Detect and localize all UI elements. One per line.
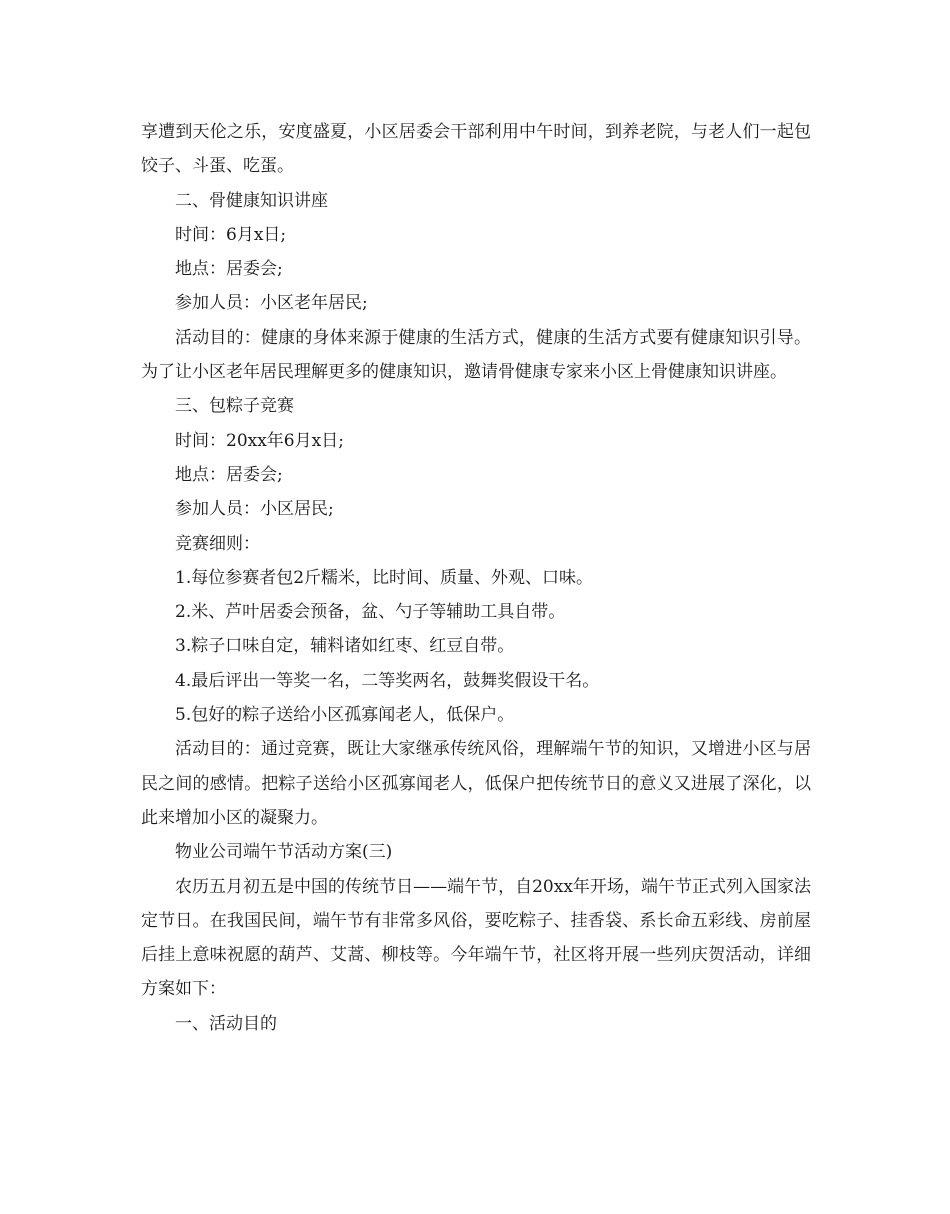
contest-purpose: 活动目的：通过竞赛，既让大家继承传统风俗，理解端午节的知识，又增进小区与居民之间的感情。把粽子送给小区孤寡闻老人，低保户把传统节日的意义又进展了深化，以此来增加小区的凝聚力。 <box>141 739 811 828</box>
document-body <box>141 115 811 1041</box>
lecture-time: 时间：6月x日; <box>175 224 287 245</box>
contest-rules-heading: 竞赛细则： <box>175 533 260 554</box>
plan-three-title: 物业公司端午节活动方案(三) <box>175 842 393 863</box>
contest-rule-5: 5.包好的粽子送给小区孤寡闻老人，低保户。 <box>175 705 515 726</box>
section-heading-zongzi-contest: 三、包粽子竞赛 <box>175 396 294 417</box>
plan-three-intro: 农历五月初五是中国的传统节日——端午节，自20xx年开场，端午节正式列入国家法定节日。在我国民间，端午节有非常多风俗，要吃粽子、挂香袋、系长命五彩线、房前屋后挂上意味祝愿的葫芦、艾蒿、柳枝等。今年端午节，社区将开展一些列庆贺活动，详细方案如下： <box>141 876 811 1000</box>
lecture-location: 地点：居委会; <box>175 259 283 280</box>
contest-rule-3: 3.粽子口味自定，辅料诸如红枣、红豆自带。 <box>175 636 515 657</box>
contest-location: 地点：居委会; <box>175 464 283 485</box>
contest-rule-1: 1.每位参赛者包2斤糯米，比时间、质量、外观、口味。 <box>175 567 594 588</box>
section-heading-activity-purpose: 一、活动目的 <box>175 1013 277 1034</box>
section-heading-bone-health: 二、骨健康知识讲座 <box>175 190 328 211</box>
contest-time: 时间：20xx年6月x日; <box>175 430 344 451</box>
lecture-participants: 参加人员：小区老年居民; <box>175 293 368 314</box>
lecture-purpose: 活动目的：健康的身体来源于健康的生活方式，健康的生活方式要有健康知识引导。为了让小区老年居民理解更多的健康知识，邀请骨健康专家来小区上骨健康知识讲座。 <box>141 327 811 383</box>
contest-rule-4: 4.最后评出一等奖一名，二等奖两名，鼓舞奖假设干名。 <box>175 670 600 691</box>
contest-participants: 参加人员：小区居民; <box>175 499 334 520</box>
paragraph-continuation: 享遭到天伦之乐，安度盛夏，小区居委会干部利用中午时间，到养老院，与老人们一起包饺子、斗蛋、吃蛋。 <box>141 122 811 177</box>
contest-rule-2: 2.米、芦叶居委会预备，盆、勺子等辅助工具自带。 <box>175 602 566 623</box>
